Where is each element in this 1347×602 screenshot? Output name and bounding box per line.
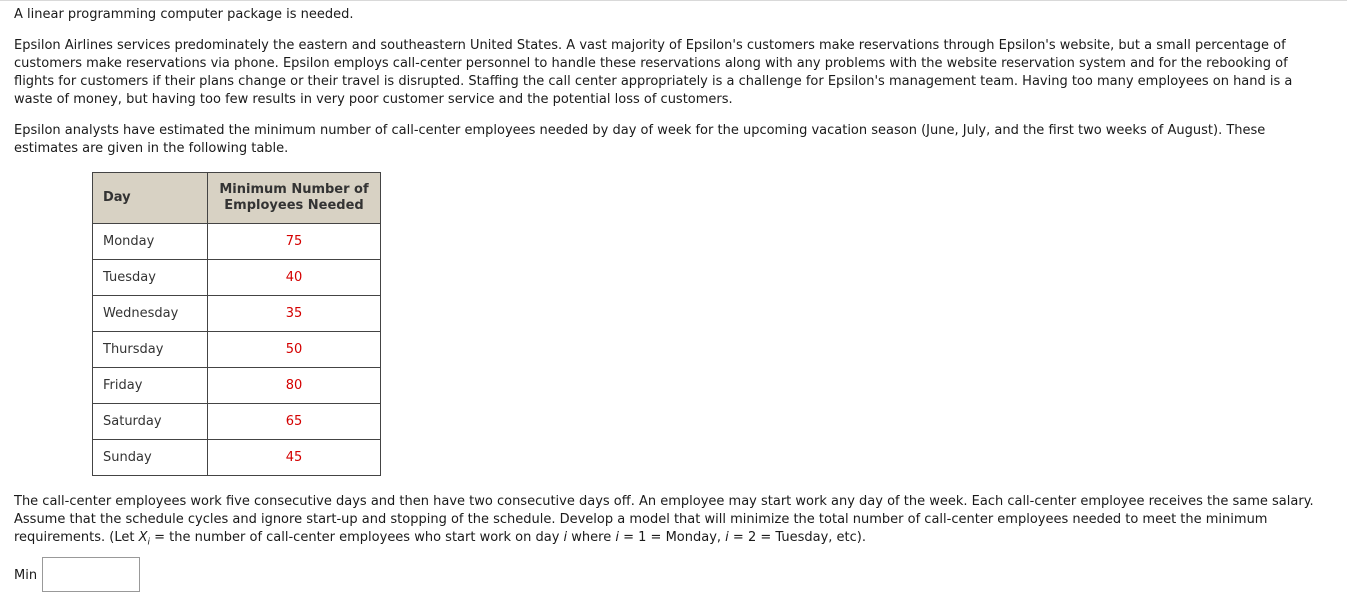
table-row xyxy=(93,368,381,404)
objective-function-input[interactable] xyxy=(42,557,140,592)
min-employees-cell: 65 xyxy=(208,404,381,440)
table-row xyxy=(93,224,381,260)
variable-i: i xyxy=(725,530,729,545)
table-row xyxy=(93,404,381,440)
table-row xyxy=(93,440,381,476)
problem-paragraph-3 xyxy=(14,493,1334,552)
day-cell: Sunday xyxy=(93,440,208,476)
variable-x xyxy=(138,530,150,548)
day-cell: Monday xyxy=(93,224,208,260)
min-employees-cell: 40 xyxy=(208,260,381,296)
p3-text-2: = the number of call-center employees who start work on day xyxy=(150,530,564,545)
p3-text-4: = 1 = Monday, xyxy=(619,530,726,545)
min-employees-cell: 50 xyxy=(208,332,381,368)
variable-i: i xyxy=(563,530,568,545)
day-column-header: Day xyxy=(93,173,208,224)
problem-paragraph-2: Epsilon analysts have estimated the minimum number of call-center employees needed by day of week for the upcoming vacation season (June, July, and the first two weeks of August). These estimates are given in the following table. xyxy=(14,123,1266,156)
min-employees-cell: 35 xyxy=(208,296,381,332)
day-cell: Thursday xyxy=(93,332,208,368)
min-header-line-1: Minimum Number of xyxy=(219,182,369,197)
table-row xyxy=(93,296,381,332)
variable-i: i xyxy=(615,530,619,545)
p3-text-1: The call-center employees work five consecutive days and then have two consecutive days off. An employee may start work any day of the week. Each call-center employee receives the same salary. Assume that the schedule cycles and ignore start-up and stopping of the schedule. Develop a model that will minimize the total number of call-center employees needed to meet the minimum requirements. (Let xyxy=(14,494,1314,545)
day-cell: Saturday xyxy=(93,404,208,440)
table-row xyxy=(93,260,381,296)
p3-text-5: = 2 = Tuesday, etc). xyxy=(728,530,866,545)
variable-x-letter: X xyxy=(138,530,148,545)
day-cell: Tuesday xyxy=(93,260,208,296)
problem-paragraph-1: Epsilon Airlines services predominately the eastern and southeastern United States. A vast majority of Epsilon's customers make reservations through Epsilon's website, but a small percentage of customers make reservations via phone. Epsilon employs call-center personnel to handle these reservations along with any problems with the website reservation system and for the rebooking of flights for customers if their plans change or their travel is disrupted. Staffing the call center appropriately is a challenge for Epsilon's management team. Having too many employees on hand is a waste of money, but having too few results in very poor customer service and the potential loss of customers. xyxy=(14,38,1293,107)
min-employees-cell: 80 xyxy=(208,368,381,404)
day-cell: Wednesday xyxy=(93,296,208,332)
variable-subscript: i xyxy=(147,537,150,548)
min-employees-column-header xyxy=(208,173,381,224)
day-cell: Friday xyxy=(93,368,208,404)
p3-text-3: where xyxy=(567,530,616,545)
min-header-line-2: Employees Needed xyxy=(224,198,364,213)
table-row xyxy=(93,332,381,368)
min-employees-cell: 75 xyxy=(208,224,381,260)
employee-requirements-table xyxy=(92,172,381,476)
table-header-row xyxy=(93,173,381,224)
top-divider xyxy=(0,0,1347,1)
intro-text: A linear programming computer package is needed. xyxy=(14,7,354,22)
min-employees-cell: 45 xyxy=(208,440,381,476)
min-label: Min xyxy=(14,568,38,583)
